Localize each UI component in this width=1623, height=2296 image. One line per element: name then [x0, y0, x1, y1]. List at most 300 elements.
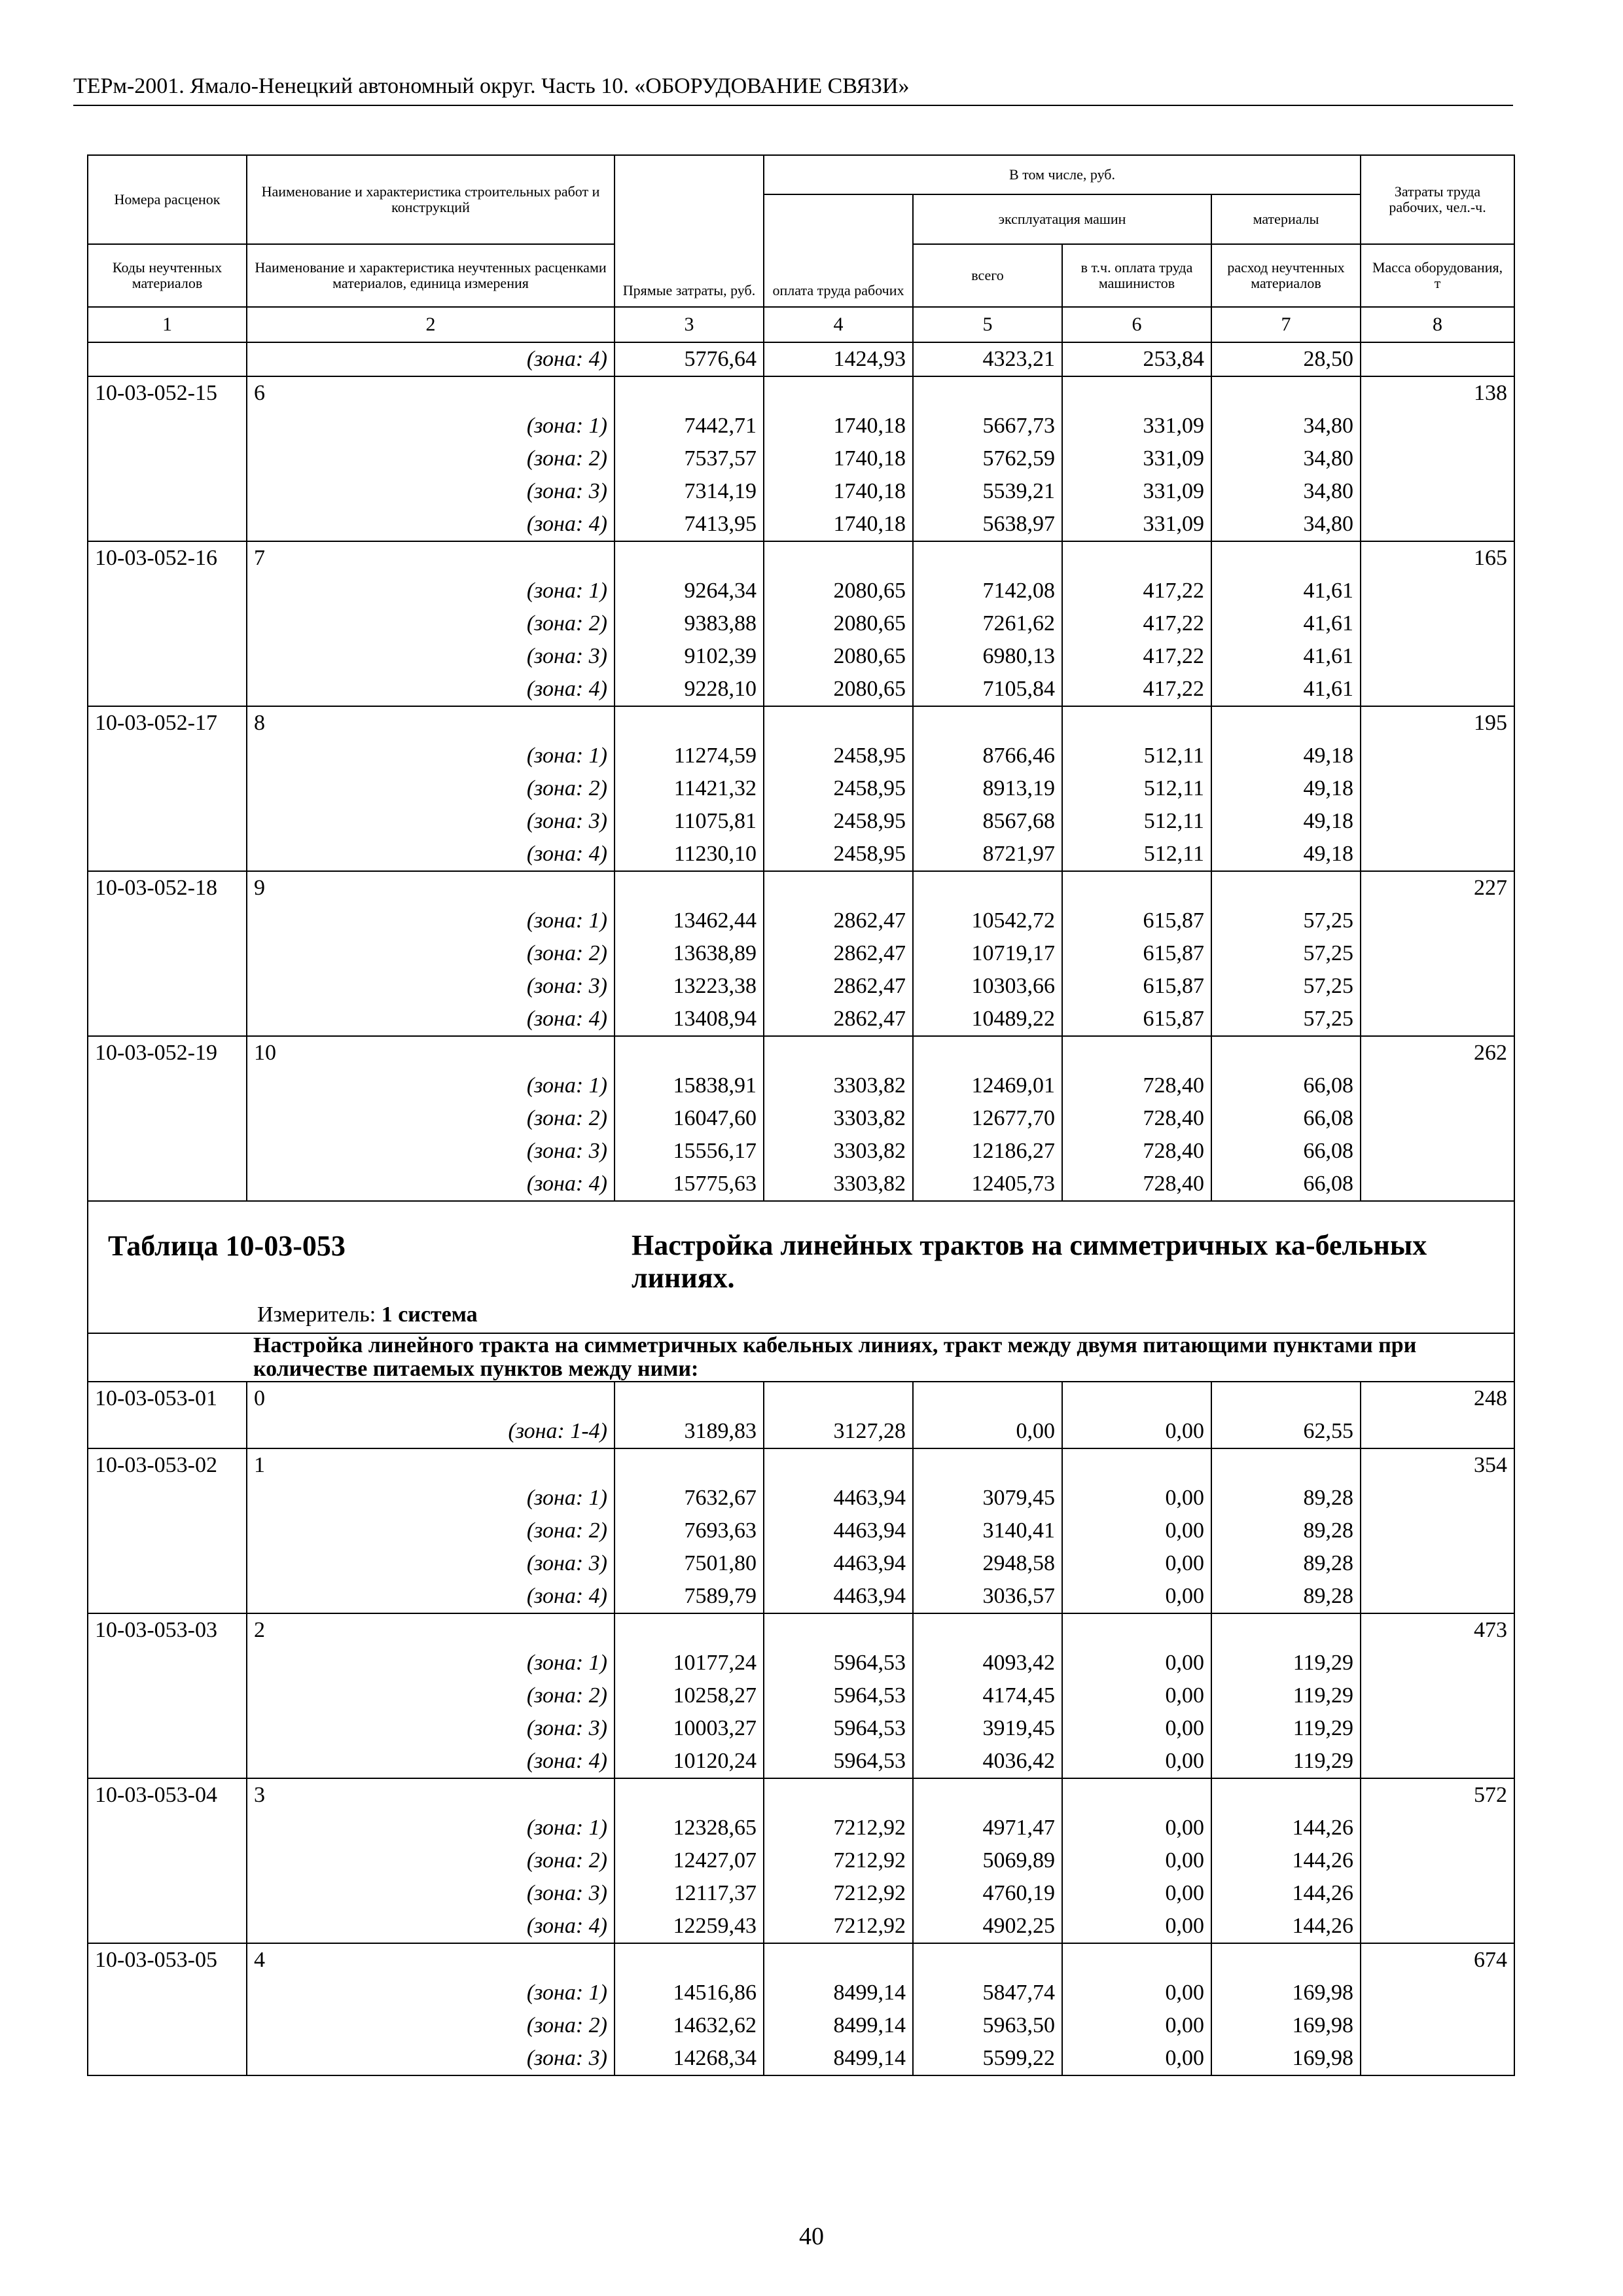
machinists-wages: 0,00	[1062, 1712, 1211, 1745]
page-header: ТЕРм-2001. Ямало-Ненецкий автономный округ. Часть 10. «ОБОРУДОВАНИЕ СВЯЗИ»	[73, 73, 1513, 106]
materials: 144,26	[1211, 1812, 1361, 1844]
zone-label: (зона: 3)	[247, 805, 615, 838]
labor-cell	[1361, 2009, 1514, 2042]
zone-label: (зона: 4)	[247, 508, 615, 541]
rate-code-cell	[88, 673, 247, 706]
labor-costs: 473	[1361, 1613, 1514, 1647]
table-name: Настройка линейных трактов на симметричных ка-бельных линиях.	[632, 1229, 1427, 1294]
materials: 28,50	[1211, 342, 1361, 376]
materials: 89,28	[1211, 1580, 1361, 1613]
machinists-wages: 0,00	[1062, 1812, 1211, 1844]
rate-header-row	[88, 706, 1514, 740]
materials: 57,25	[1211, 937, 1361, 970]
zone-label: (зона: 1-4)	[247, 1415, 615, 1448]
zone-label: (зона: 2)	[247, 1102, 615, 1135]
rate-header-row	[88, 1613, 1514, 1647]
labor-cell	[1361, 1910, 1514, 1943]
col-including-header: В том числе, руб.	[764, 155, 1361, 194]
machinists-wages: 728,40	[1062, 1168, 1211, 1201]
table-unit	[257, 1302, 478, 1327]
zone-row	[88, 1580, 1514, 1613]
zone-label: (зона: 1)	[247, 1069, 615, 1102]
labor-costs: 674	[1361, 1943, 1514, 1977]
empty-cell	[1211, 871, 1361, 905]
materials: 41,61	[1211, 575, 1361, 607]
col-unaccounted-materials-header: расход неучтенных материалов	[1211, 244, 1361, 307]
materials: 41,61	[1211, 607, 1361, 640]
labor-costs: 262	[1361, 1036, 1514, 1069]
empty-cell	[1211, 376, 1361, 410]
labor-cell	[1361, 475, 1514, 508]
machines-total: 5847,74	[913, 1977, 1062, 2009]
empty-cell	[764, 1448, 913, 1482]
machinists-wages: 728,40	[1062, 1102, 1211, 1135]
empty-cell	[615, 541, 764, 575]
rate-code-cell	[88, 475, 247, 508]
zone-row	[88, 1135, 1514, 1168]
rate-code: 10-03-052-17	[88, 706, 247, 740]
empty-cell	[764, 871, 913, 905]
empty-cell	[913, 541, 1062, 575]
materials: 119,29	[1211, 1745, 1361, 1778]
table-body-052	[88, 342, 1514, 1201]
direct-costs: 14268,34	[615, 2042, 764, 2075]
empty-cell	[615, 1448, 764, 1482]
materials: 49,18	[1211, 805, 1361, 838]
empty-cell	[1211, 541, 1361, 575]
zone-row	[88, 1844, 1514, 1877]
machines-total: 4902,25	[913, 1910, 1062, 1943]
labor-cell	[1361, 1679, 1514, 1712]
col-machinists-wages-header: в т.ч. оплата труда машинистов	[1062, 244, 1211, 307]
rate-header-row	[88, 1943, 1514, 1977]
materials: 89,28	[1211, 1515, 1361, 1547]
direct-costs: 7501,80	[615, 1547, 764, 1580]
materials: 66,08	[1211, 1102, 1361, 1135]
direct-costs: 16047,60	[615, 1102, 764, 1135]
labor-cell	[1361, 1168, 1514, 1201]
zone-label: (зона: 3)	[247, 1547, 615, 1580]
materials: 119,29	[1211, 1679, 1361, 1712]
column-number: 2	[247, 307, 615, 342]
zone-label: (зона: 4)	[247, 342, 615, 376]
empty-cell	[764, 1613, 913, 1647]
zone-label: (зона: 2)	[247, 2009, 615, 2042]
rate-code-cell	[88, 772, 247, 805]
rate-header-row	[88, 1036, 1514, 1069]
rate-code-cell	[88, 1679, 247, 1712]
labor-cell	[1361, 970, 1514, 1003]
empty-cell	[1211, 706, 1361, 740]
rate-code-cell	[88, 838, 247, 871]
labor-cell	[1361, 442, 1514, 475]
machines-total: 2948,58	[913, 1547, 1062, 1580]
empty-cell	[1062, 1448, 1211, 1482]
machines-total: 5762,59	[913, 442, 1062, 475]
zone-row	[88, 772, 1514, 805]
rate-code-cell	[88, 607, 247, 640]
rate-name: 0	[247, 1382, 615, 1415]
rate-code-cell	[88, 1003, 247, 1036]
machinists-wages: 615,87	[1062, 905, 1211, 937]
empty-cell	[913, 871, 1062, 905]
direct-costs: 12259,43	[615, 1910, 764, 1943]
rate-code-cell	[88, 937, 247, 970]
empty-cell	[615, 376, 764, 410]
direct-costs: 9264,34	[615, 575, 764, 607]
rate-name: 1	[247, 1448, 615, 1482]
empty-cell	[913, 376, 1062, 410]
materials: 57,25	[1211, 1003, 1361, 1036]
col-machines-total-header: всего	[913, 244, 1062, 307]
zone-label: (зона: 4)	[247, 1745, 615, 1778]
materials: 34,80	[1211, 442, 1361, 475]
zone-label: (зона: 2)	[247, 772, 615, 805]
machines-total: 4323,21	[913, 342, 1062, 376]
rate-code-cell	[88, 1168, 247, 1201]
wages: 1740,18	[764, 442, 913, 475]
labor-cell	[1361, 342, 1514, 376]
empty-cell	[1062, 1943, 1211, 1977]
zone-row	[88, 838, 1514, 871]
labor-cell	[1361, 1069, 1514, 1102]
zone-row	[88, 805, 1514, 838]
machines-total: 4093,42	[913, 1647, 1062, 1679]
rate-header-row	[88, 376, 1514, 410]
labor-costs: 248	[1361, 1382, 1514, 1415]
wages: 8499,14	[764, 1977, 913, 2009]
machinists-wages: 512,11	[1062, 838, 1211, 871]
rate-name: 8	[247, 706, 615, 740]
machinists-wages: 0,00	[1062, 1877, 1211, 1910]
zone-row	[88, 1877, 1514, 1910]
rate-code: 10-03-053-05	[88, 1943, 247, 1977]
zone-label: (зона: 3)	[247, 2042, 615, 2075]
zone-row	[88, 1515, 1514, 1547]
empty-cell	[1211, 1036, 1361, 1069]
materials: 34,80	[1211, 508, 1361, 541]
machinists-wages: 417,22	[1062, 607, 1211, 640]
direct-costs: 11421,32	[615, 772, 764, 805]
labor-cell	[1361, 1415, 1514, 1448]
rate-code-cell	[88, 1812, 247, 1844]
zone-label: (зона: 2)	[247, 1844, 615, 1877]
labor-cell	[1361, 607, 1514, 640]
wages: 3303,82	[764, 1069, 913, 1102]
direct-costs: 13462,44	[615, 905, 764, 937]
rate-name: 3	[247, 1778, 615, 1812]
empty-cell	[913, 1613, 1062, 1647]
table-head	[88, 155, 1514, 342]
zone-label: (зона: 1)	[247, 740, 615, 772]
machinists-wages: 0,00	[1062, 1844, 1211, 1877]
rate-code-cell	[88, 1910, 247, 1943]
zone-label: (зона: 3)	[247, 640, 615, 673]
materials: 144,26	[1211, 1844, 1361, 1877]
machinists-wages: 0,00	[1062, 1910, 1211, 1943]
rate-code-cell	[88, 640, 247, 673]
machinists-wages: 728,40	[1062, 1069, 1211, 1102]
zone-row	[88, 1977, 1514, 2009]
labor-cell	[1361, 1003, 1514, 1036]
machines-total: 3036,57	[913, 1580, 1062, 1613]
machines-total: 3919,45	[913, 1712, 1062, 1745]
rate-code-cell	[88, 1977, 247, 2009]
wages: 2080,65	[764, 673, 913, 706]
wages: 4463,94	[764, 1482, 913, 1515]
zone-label: (зона: 1)	[247, 1812, 615, 1844]
col-work-name-header: Наименование и характеристика строительных работ и конструкций	[247, 155, 615, 244]
zone-row	[88, 1679, 1514, 1712]
wages: 7212,92	[764, 1844, 913, 1877]
col-wages-header: оплата труда рабочих	[764, 194, 913, 307]
labor-cell	[1361, 508, 1514, 541]
rate-code-cell	[88, 1135, 247, 1168]
materials: 66,08	[1211, 1069, 1361, 1102]
empty-cell	[1211, 1448, 1361, 1482]
machines-total: 7142,08	[913, 575, 1062, 607]
zone-row	[88, 1102, 1514, 1135]
rate-code-cell	[88, 1069, 247, 1102]
direct-costs: 7589,79	[615, 1580, 764, 1613]
unit-value: 1 система	[381, 1302, 478, 1327]
zone-row	[88, 342, 1514, 376]
wages: 3303,82	[764, 1168, 913, 1201]
empty-cell	[1062, 1382, 1211, 1415]
wages: 5964,53	[764, 1647, 913, 1679]
zone-row	[88, 1910, 1514, 1943]
empty-cell	[1062, 1778, 1211, 1812]
machinists-wages: 331,09	[1062, 410, 1211, 442]
wages: 4463,94	[764, 1580, 913, 1613]
table-title: Таблица 10-03-053	[108, 1230, 346, 1262]
direct-costs: 13223,38	[615, 970, 764, 1003]
zone-label: (зона: 4)	[247, 838, 615, 871]
zone-label: (зона: 2)	[247, 607, 615, 640]
empty-cell	[1062, 1613, 1211, 1647]
machines-total: 8567,68	[913, 805, 1062, 838]
col-material-name-header: Наименование и характеристика неучтенных расценками материалов, единица измерения	[247, 244, 615, 307]
zone-label: (зона: 3)	[247, 1712, 615, 1745]
machinists-wages: 0,00	[1062, 1415, 1211, 1448]
empty-cell	[913, 706, 1062, 740]
table-heading-cell	[88, 1201, 1514, 1333]
empty-cell	[1062, 706, 1211, 740]
machinists-wages: 0,00	[1062, 1515, 1211, 1547]
zone-row	[88, 1647, 1514, 1679]
machines-total: 5638,97	[913, 508, 1062, 541]
rate-code-cell	[88, 1102, 247, 1135]
zone-label: (зона: 1)	[247, 1647, 615, 1679]
materials: 62,55	[1211, 1415, 1361, 1448]
rate-code-cell	[88, 1647, 247, 1679]
rate-code: 10-03-053-03	[88, 1613, 247, 1647]
empty-cell	[913, 1382, 1062, 1415]
description-spacer	[88, 1333, 247, 1382]
zone-row	[88, 607, 1514, 640]
machines-total: 12405,73	[913, 1168, 1062, 1201]
rate-code-cell	[88, 970, 247, 1003]
materials: 89,28	[1211, 1482, 1361, 1515]
rate-code-cell	[88, 740, 247, 772]
zone-row	[88, 1415, 1514, 1448]
materials: 169,98	[1211, 2042, 1361, 2075]
materials: 89,28	[1211, 1547, 1361, 1580]
labor-costs: 572	[1361, 1778, 1514, 1812]
page-number: 40	[799, 2223, 824, 2250]
column-number: 5	[913, 307, 1062, 342]
machines-total: 3140,41	[913, 1515, 1062, 1547]
zone-row	[88, 410, 1514, 442]
zone-row	[88, 740, 1514, 772]
zone-row	[88, 905, 1514, 937]
empty-cell	[913, 1778, 1062, 1812]
rate-code-cell	[88, 442, 247, 475]
zone-label: (зона: 4)	[247, 1910, 615, 1943]
wages: 2080,65	[764, 575, 913, 607]
rate-code-cell	[88, 1712, 247, 1745]
wages: 1740,18	[764, 475, 913, 508]
rate-header-row	[88, 1778, 1514, 1812]
materials: 49,18	[1211, 772, 1361, 805]
table-10-03-053-heading	[88, 1201, 1514, 1382]
zone-row	[88, 937, 1514, 970]
labor-cell	[1361, 905, 1514, 937]
labor-cell	[1361, 838, 1514, 871]
wages: 2862,47	[764, 937, 913, 970]
rate-header-row	[88, 541, 1514, 575]
rate-header-row	[88, 1448, 1514, 1482]
rate-code-cell	[88, 1745, 247, 1778]
machines-total: 4174,45	[913, 1679, 1062, 1712]
rate-code: 10-03-052-19	[88, 1036, 247, 1069]
rate-code-cell	[88, 2009, 247, 2042]
direct-costs: 7442,71	[615, 410, 764, 442]
rate-code-cell	[88, 905, 247, 937]
zone-row	[88, 1069, 1514, 1102]
rate-code-cell	[88, 342, 247, 376]
empty-cell	[764, 706, 913, 740]
machines-total: 7105,84	[913, 673, 1062, 706]
zone-label: (зона: 2)	[247, 1515, 615, 1547]
direct-costs: 11230,10	[615, 838, 764, 871]
direct-costs: 15775,63	[615, 1168, 764, 1201]
wages: 7212,92	[764, 1910, 913, 1943]
labor-cell	[1361, 1647, 1514, 1679]
direct-costs: 14632,62	[615, 2009, 764, 2042]
machines-total: 12469,01	[913, 1069, 1062, 1102]
direct-costs: 10258,27	[615, 1679, 764, 1712]
zone-label: (зона: 1)	[247, 410, 615, 442]
labor-cell	[1361, 410, 1514, 442]
rate-code: 10-03-052-16	[88, 541, 247, 575]
wages: 3127,28	[764, 1415, 913, 1448]
empty-cell	[764, 541, 913, 575]
machines-total: 7261,62	[913, 607, 1062, 640]
zone-row	[88, 1712, 1514, 1745]
empty-cell	[1062, 541, 1211, 575]
machinists-wages: 512,11	[1062, 805, 1211, 838]
direct-costs: 7632,67	[615, 1482, 764, 1515]
machines-total: 5667,73	[913, 410, 1062, 442]
machinists-wages: 417,22	[1062, 673, 1211, 706]
machinists-wages: 417,22	[1062, 640, 1211, 673]
wages: 3303,82	[764, 1135, 913, 1168]
zone-row	[88, 1482, 1514, 1515]
labor-cell	[1361, 640, 1514, 673]
empty-cell	[615, 1613, 764, 1647]
empty-cell	[1211, 1613, 1361, 1647]
rate-code-cell	[88, 1580, 247, 1613]
labor-costs: 165	[1361, 541, 1514, 575]
direct-costs: 11075,81	[615, 805, 764, 838]
zone-row	[88, 2042, 1514, 2075]
machinists-wages: 331,09	[1062, 475, 1211, 508]
rate-code-cell	[88, 2042, 247, 2075]
materials: 57,25	[1211, 970, 1361, 1003]
wages: 5964,53	[764, 1745, 913, 1778]
rates-table	[87, 154, 1515, 2076]
unit-label: Измеритель:	[257, 1302, 376, 1327]
direct-costs: 7413,95	[615, 508, 764, 541]
empty-cell	[913, 1036, 1062, 1069]
machines-total: 8913,19	[913, 772, 1062, 805]
wages: 2080,65	[764, 607, 913, 640]
materials: 169,98	[1211, 2009, 1361, 2042]
materials: 169,98	[1211, 1977, 1361, 2009]
zone-row	[88, 442, 1514, 475]
materials: 144,26	[1211, 1877, 1361, 1910]
materials: 49,18	[1211, 838, 1361, 871]
labor-cell	[1361, 740, 1514, 772]
machinists-wages: 417,22	[1062, 575, 1211, 607]
wages: 8499,14	[764, 2009, 913, 2042]
direct-costs: 7537,57	[615, 442, 764, 475]
machines-total: 4036,42	[913, 1745, 1062, 1778]
machinists-wages: 615,87	[1062, 937, 1211, 970]
wages: 2862,47	[764, 970, 913, 1003]
wages: 5964,53	[764, 1679, 913, 1712]
labor-cell	[1361, 1977, 1514, 2009]
rate-code: 10-03-053-02	[88, 1448, 247, 1482]
empty-cell	[764, 376, 913, 410]
direct-costs: 12117,37	[615, 1877, 764, 1910]
zone-row	[88, 575, 1514, 607]
machinists-wages: 331,09	[1062, 442, 1211, 475]
direct-costs: 9102,39	[615, 640, 764, 673]
empty-cell	[615, 1943, 764, 1977]
zone-label: (зона: 4)	[247, 1003, 615, 1036]
machines-total: 4971,47	[913, 1812, 1062, 1844]
materials: 34,80	[1211, 475, 1361, 508]
empty-cell	[615, 706, 764, 740]
wages: 4463,94	[764, 1547, 913, 1580]
col-direct-costs-header: Прямые затраты, руб.	[615, 155, 764, 307]
direct-costs: 9383,88	[615, 607, 764, 640]
materials: 41,61	[1211, 673, 1361, 706]
labor-cell	[1361, 1844, 1514, 1877]
direct-costs: 14516,86	[615, 1977, 764, 2009]
labor-cell	[1361, 1877, 1514, 1910]
machines-total: 5069,89	[913, 1844, 1062, 1877]
labor-cell	[1361, 1712, 1514, 1745]
machinists-wages: 615,87	[1062, 970, 1211, 1003]
zone-row	[88, 970, 1514, 1003]
empty-cell	[764, 1943, 913, 1977]
materials: 119,29	[1211, 1647, 1361, 1679]
zone-row	[88, 508, 1514, 541]
column-number: 6	[1062, 307, 1211, 342]
